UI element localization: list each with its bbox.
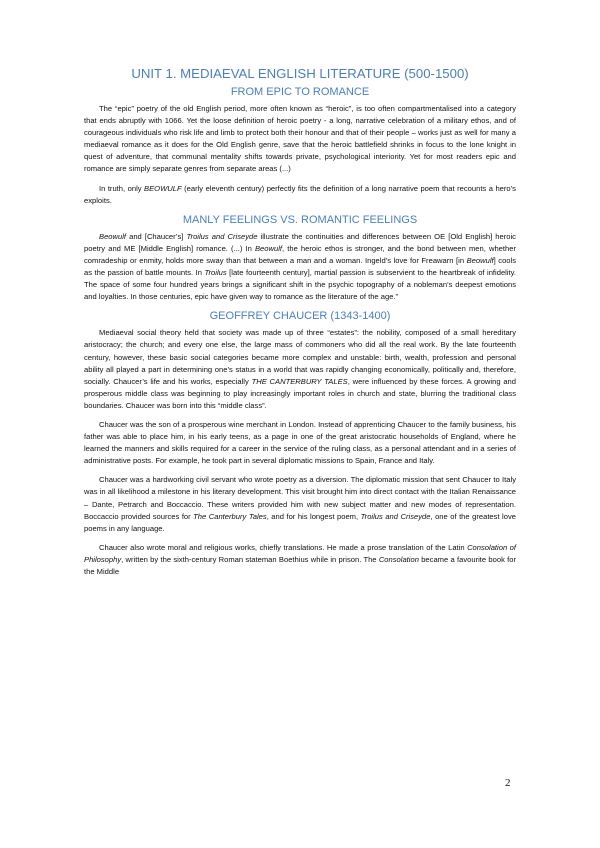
page-number: 2 bbox=[505, 777, 511, 789]
page-content bbox=[84, 66, 516, 585]
intro-section bbox=[84, 103, 516, 207]
manly-section bbox=[84, 231, 516, 304]
paragraph: The “epic” poetry of the old English period, more often known as “heroic”, is too often compartmentalised into a category that ends abruptly with 1066. Yet the loose definition of heroic poetry - a long, narrative celebration of a military ethos, and of courageous individuals who risk life and limb to protect both their honour and that of their people – works just as well for many a mediaeval romance as it does for the Old English genre, save that the heroic battlefield shrinks in focus to the lone knight in quest of adventure, that communal mentality shifts towards private, psychological interiority. Yet for most readers epic and romance are simply separate genres from separate areas (...) bbox=[84, 104, 516, 174]
paragraph: Chaucer was a hardworking civil servant who wrote poetry as a diversion. The diplomatic mission that sent Chaucer to Italy was in all likelihood a milestone in his literary development. This visit brought him into direct contact with the Italian Renaissance – Dante, Petrarch and Boccaccio. These writers provided him with new subject matter and new modes of representation. Boccaccio provided sources for The Canterbury Tales, and for his longest poem, Troilus and Criseyde, one of the greatest love poems in any language. bbox=[84, 475, 516, 533]
paragraph: In truth, only BEOWULF (early eleventh century) perfectly fits the definition of a long narrative poem that recounts a hero’s exploits. bbox=[84, 183, 516, 205]
paragraph: Mediaeval social theory held that society was made up of three “estates”: the nobility, composed of a small hereditary aristocracy; the church; and every one else, the large mass of commoners who did all the real work. By the late fourteenth century, however, these basic social categories became more complex and unstable: birth, wealth, profession and personal ability all played a part in determining one’s status in a world that was rapidly changing economically, politically and, therefore, socially. Chaucer’s life and his works, especially THE CANTERBURY TALES, were influenced by these forces. A growing and prosperous middle class was beginning to play increasingly important roles in church and state, blurring the traditional class boundaries. Chaucer was born into this “middle class”. bbox=[84, 328, 516, 410]
paragraph: Beowulf and [Chaucer’s] Troilus and Criseyde illustrate the continuities and differences between OE [Old English] heroic poetry and ME [Middle English] romance. (...) In Beowulf, the heroic ethos is stronger, and the bond between men, whether comradeship or enmity, holds more sway than that between a man and a woman. Ingeld’s love for Freawarn [in Beowulf] cools as the passion of battle mounts. In Troilus [late fourteenth century], martial passion is subservient to the heartbreak of infidelity. The space of some four hundred years brings a significant shift in the psychic topography of a nobleman’s deepest emotions and loyalties. In those centuries, epic have given way to romance as the literature of the age.” bbox=[84, 231, 516, 302]
paragraph: Chaucer was the son of a prosperous wine merchant in London. Instead of apprenticing Chaucer to the family business, his father was able to place him, in his early teens, as a page in one of the great aristocratic households of England, where he learned the manners and skills required for a career in the service of the ruling class, as a personal attendant and in a series of administrative posts. For example, he took part in several diplomatic missions to Spain, France and Italy. bbox=[84, 419, 516, 466]
subtitle-epic-to-romance: FROM EPIC TO ROMANCE bbox=[230, 86, 370, 98]
unit-title: UNIT 1. MEDIAEVAL ENGLISH LITERATURE (500-1500) bbox=[131, 66, 469, 81]
paragraph: Chaucer also wrote moral and religious works, chiefly translations. He made a prose translation of the Latin Consolation of Philosophy, written by the sixth-century Roman stateman Boethius while in prison. The Consolation became a favourite book for the Middle bbox=[84, 542, 517, 576]
heading-geoffrey-chaucer: GEOFFREY CHAUCER (1343-1400) bbox=[209, 310, 391, 323]
chaucer-section bbox=[84, 327, 516, 578]
heading-manly-feelings: MANLY FEELINGS VS. ROMANTIC FEELINGS bbox=[182, 213, 418, 226]
